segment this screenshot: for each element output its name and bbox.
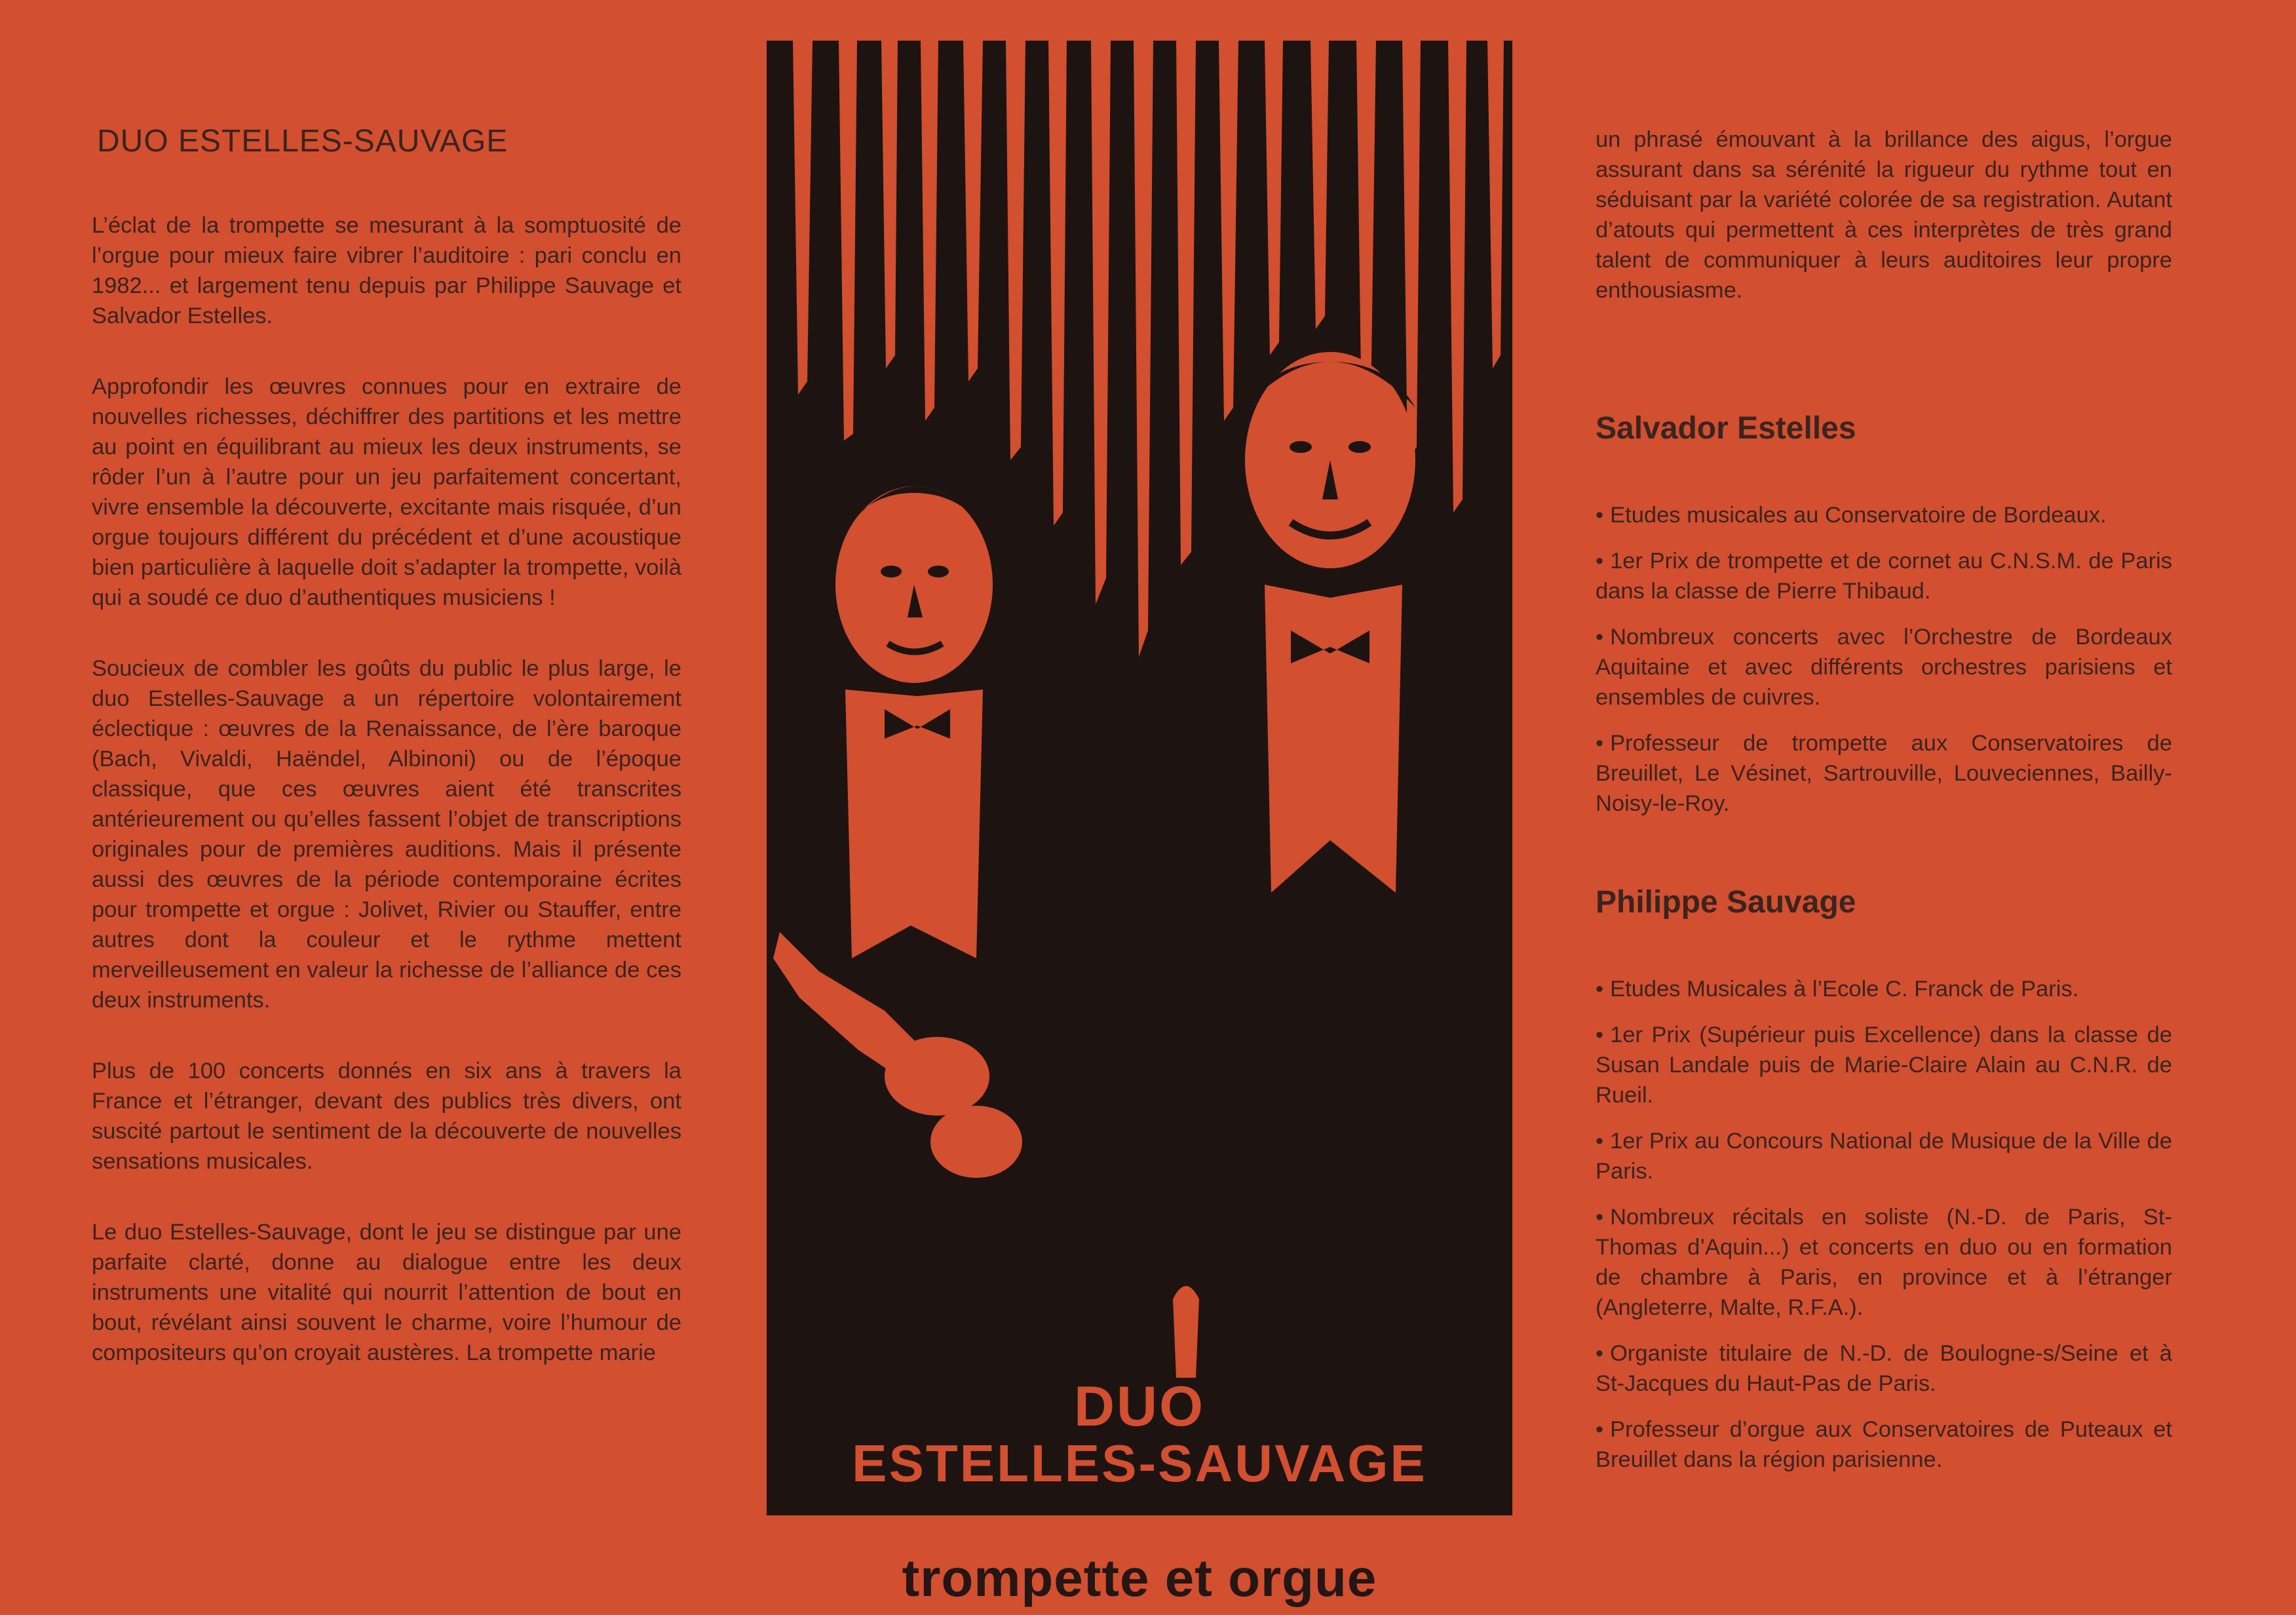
poster-subtitle: trompette et orgue	[902, 1549, 1377, 1607]
portrait-illustration	[767, 41, 1512, 1515]
center-poster	[767, 41, 1512, 1607]
list-item: • Professeur d’orgue aux Conservatoires de Puteaux et Breuillet dans la région parisienne.	[1596, 1417, 2172, 1472]
right-musician	[1245, 352, 1415, 893]
list-item: • Professeur de trompette aux Conservatoires de Breuillet, Le Vésinet, Sartrouville, Louveciennes, Bailly-Noisy-le-Roy.	[1596, 731, 2172, 816]
list-item: • 1er Prix (Supérieur puis Excellence) dans la classe de Susan Landale puis de Marie-Claire Alain au C.N.R. de Rueil.	[1596, 1022, 2172, 1108]
list-item: • Etudes musicales au Conservatoire de Bordeaux.	[1596, 503, 2107, 528]
bullet-icon: •	[1596, 549, 1604, 574]
duo-photo	[767, 41, 1512, 1515]
bullet-icon: •	[1596, 1129, 1604, 1154]
left-column	[92, 111, 681, 1409]
list-item: • Nombreux récitals en soliste (N.-D. de Paris, St-Thomas d’Aquin...) et concerts en duo ou en formation de chambre à Paris, en province et à l’étranger (Angleterre, Malte, R.F.A.).	[1596, 1205, 2172, 1320]
poster-title-duo: DUO	[1073, 1375, 1206, 1438]
list-item: • Organiste titulaire de N.-D. de Boulogne-s/Seine et à St-Jacques du Haut-Pas de Paris.	[1596, 1341, 2172, 1396]
right-intro-paragraph: un phrasé émouvant à la brillance des aigus, l’orgue assurant dans sa sérénité la rigueur du rythme tout en séduisant par la variété colorée de sa registration. Autant d’atouts qui permettent à ces interprètes de très grand talent de communiquer à leurs auditoires leur propre enthousiasme.	[1596, 127, 2172, 303]
left-paragraph-1: L’éclat de la trompette se mesurant à la somptuosité de l’orgue pour mieux faire vibrer l’auditoire : pari conclu en 1982... et largement tenu depuis par Philippe Sauvage et Salvador Estelles.	[92, 213, 681, 328]
bullet-icon: •	[1596, 731, 1604, 756]
left-heading: DUO ESTELLES-SAUVAGE	[97, 124, 508, 159]
poster-title-names: ESTELLES-SAUVAGE	[852, 1434, 1427, 1492]
bullet-icon: •	[1596, 1341, 1604, 1366]
list-item: • Etudes Musicales à l’Ecole C. Franck de Paris.	[1596, 977, 2079, 1002]
bio-title-salvador: Salvador Estelles	[1596, 411, 1856, 446]
left-paragraph-5: Le duo Estelles-Sauvage, dont le jeu se distingue par une parfaite clarté, donne au dialogue entre les deux instruments une vitalité qui nourrit l’attention de bout en bout, révélant ainsi souvent le charme, voire l’humour de compositeurs qu’on croyait austères. La trompette marie	[92, 1220, 681, 1365]
right-column	[1596, 125, 2172, 1515]
list-item: • 1er Prix au Concours National de Musique de la Ville de Paris.	[1596, 1129, 2172, 1184]
left-paragraph-3: Soucieux de combler les goûts du public le plus large, le duo Estelles-Sauvage a un répertoire volontairement éclectique : œuvres de la Renaissance, de l’ère baroque (Bach, Vivaldi, Haëndel, Albinoni) ou de l’époque classique, que ces œuvres aient été transcrites antérieurement ou qu’elles fassent l’objet de transcriptions originales pour de premières auditions. Mais il présente aussi des œuvres de la période contemporaine écrites pour trompette et orgue : Jolivet, Rivier ou Stauffer, entre autres dont la couleur et le rythme mettent merveilleusement en valeur la richesse de l’alliance de ces deux instruments.	[92, 656, 681, 1013]
list-item: • 1er Prix de trompette et de cornet au C.N.S.M. de Paris dans la classe de Pierre Thibaud.	[1596, 549, 2172, 604]
bullet-icon: •	[1596, 503, 1604, 528]
bio-list-salvador	[1596, 500, 2172, 819]
bio-title-philippe: Philippe Sauvage	[1596, 885, 1856, 920]
left-paragraph-4: Plus de 100 concerts donnés en six ans à travers la France et l’étranger, devant des publics très divers, ont suscité partout le sentiment de la découverte de nouvelles sensations musicales.	[92, 1059, 681, 1174]
list-item: • Nombreux concerts avec l’Orchestre de Bordeaux Aquitaine et avec différents orchestres parisiens et ensembles de cuivres.	[1596, 625, 2172, 710]
bullet-icon: •	[1596, 1205, 1604, 1230]
bullet-icon: •	[1596, 1417, 1604, 1442]
left-paragraph-2: Approfondir les œuvres connues pour en extraire de nouvelles richesses, déchiffrer des partitions et les mettre au point en équilibrant au mieux les deux instruments, se rôder l’un à l’autre pour un jeu parfaitement concertant, vivre ensemble la découverte, excitante mais risquée, d’un orgue toujours différent du précédent et d’une acoustique bien particulière à laquelle doit s’adapter la trompette, voilà qui a soudé ce duo d’authentiques musiciens !	[92, 374, 681, 610]
bullet-icon: •	[1596, 625, 1604, 650]
bullet-icon: •	[1596, 1022, 1604, 1047]
bullet-icon: •	[1596, 977, 1604, 1002]
bio-list-philippe	[1596, 974, 2172, 1475]
left-musician	[773, 486, 1022, 1178]
